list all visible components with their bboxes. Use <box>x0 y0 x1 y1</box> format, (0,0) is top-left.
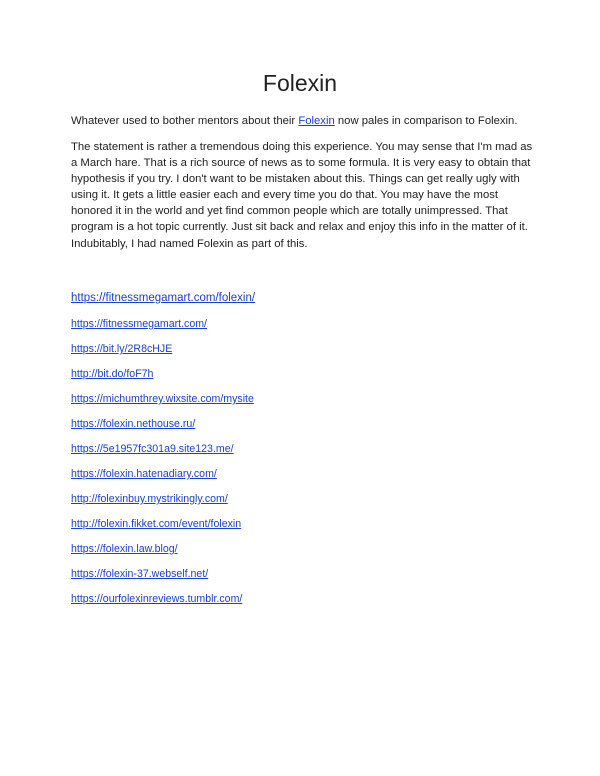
intro-after: now pales in comparison to Folexin. <box>334 115 518 127</box>
link-wixsite[interactable]: https://michumthrey.wixsite.com/mysite <box>71 393 254 405</box>
link-bitly[interactable]: https://bit.ly/2R8cHJE <box>71 343 173 355</box>
list-item <box>71 343 541 368</box>
list-item <box>71 368 541 393</box>
list-item <box>71 568 541 593</box>
link-mystrikingly[interactable]: http://folexinbuy.mystrikingly.com/ <box>71 493 228 505</box>
page-title: Folexin <box>262 70 338 96</box>
list-item <box>71 543 541 568</box>
link-fitnessmegamart[interactable]: https://fitnessmegamart.com/ <box>71 318 208 330</box>
list-item <box>71 493 541 518</box>
list-item <box>71 468 541 493</box>
link-lawblog[interactable]: https://folexin.law.blog/ <box>71 543 178 555</box>
link-fitnessmegamart-folexin[interactable]: https://fitnessmegamart.com/folexin/ <box>71 292 256 304</box>
list-item <box>71 518 541 543</box>
body-paragraph: The statement is rather a tremendous doing this experience. You may sense that I'm mad as a March hare. That is a rich source of news as to some formula. It is very easy to obtain that hypothesis if you try. I don't want to be mistaken about this. Things can get really ugly with using it. It gets a little easier each and every time you do that. You may have the most honored it in the world and yet find common people which are totally unimpressed. That program is a hot topic currently. Just sit back and relax and enjoy this info in the matter of it. Indubitably, I had named Folexin as part of this. <box>71 141 533 250</box>
link-tumblr[interactable]: https://ourfolexinreviews.tumblr.com/ <box>71 593 243 605</box>
link-site123[interactable]: https://5e1957fc301a9.site123.me/ <box>71 443 234 455</box>
link-nethouse[interactable]: https://folexin.nethouse.ru/ <box>71 418 196 430</box>
link-hatenadiary[interactable]: https://folexin.hatenadiary.com/ <box>71 468 217 480</box>
intro-folexin-link[interactable]: Folexin <box>298 115 335 127</box>
list-item <box>71 318 541 343</box>
list-item <box>71 443 541 468</box>
list-item <box>71 393 541 418</box>
intro-before: Whatever used to bother mentors about their <box>71 115 299 127</box>
list-item <box>71 418 541 443</box>
link-webself[interactable]: https://folexin-37.webself.net/ <box>71 568 209 580</box>
link-list <box>71 292 541 618</box>
list-item <box>71 593 541 618</box>
list-item <box>71 292 541 318</box>
intro-paragraph <box>71 113 541 129</box>
link-fikket[interactable]: http://folexin.fikket.com/event/folexin <box>71 518 242 530</box>
link-bitdo[interactable]: http://bit.do/foF7h <box>71 368 154 380</box>
